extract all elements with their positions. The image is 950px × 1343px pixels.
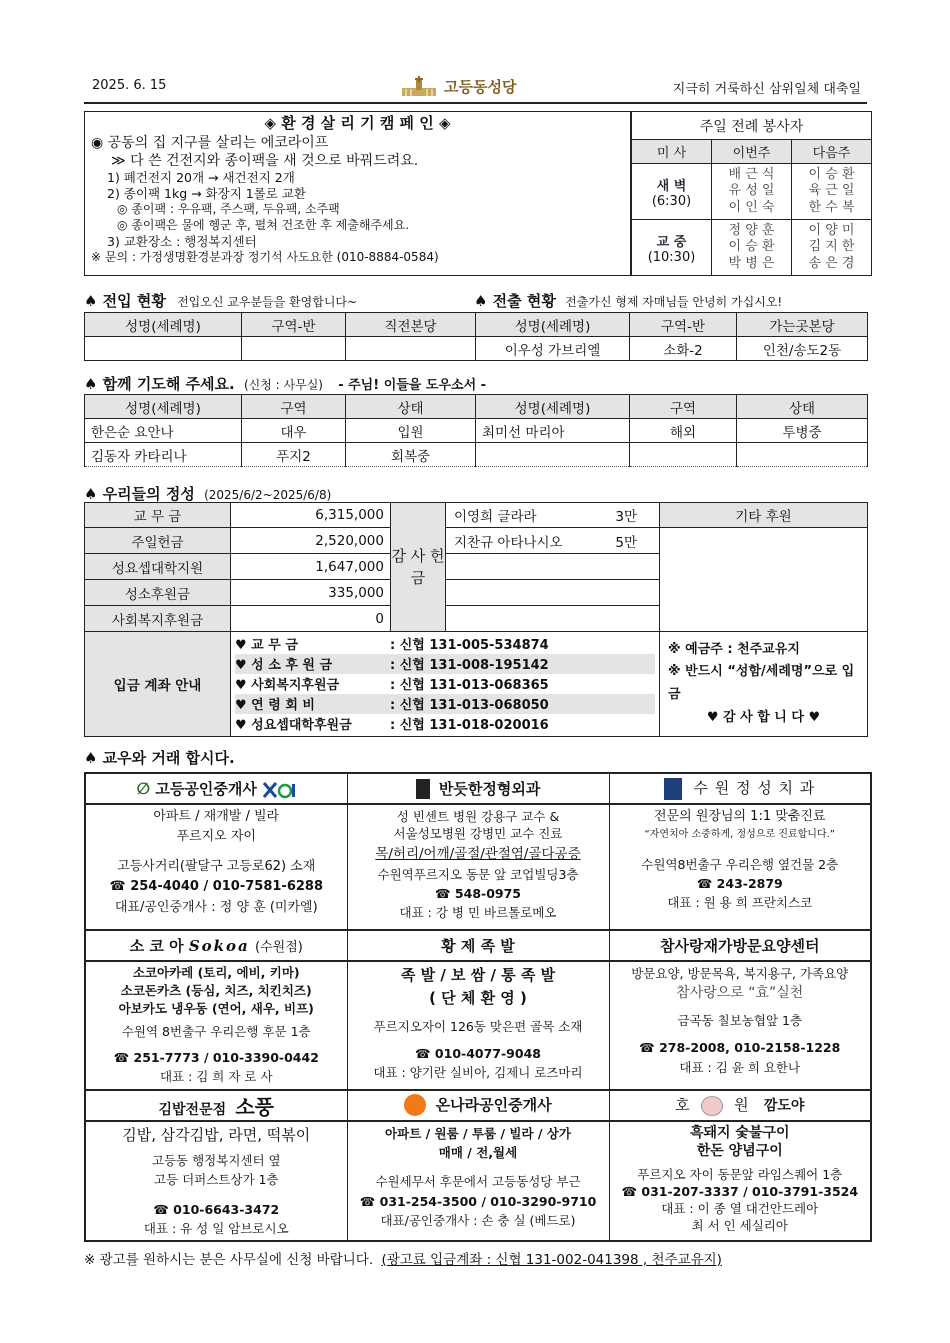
ad-line: 수원역8번출구 우리은행 옆건물 2층 bbox=[641, 856, 839, 872]
header bbox=[84, 74, 867, 104]
ad-line: 매매 / 전,월세 bbox=[438, 1144, 518, 1160]
campaign-line: 2) 종이팩 1kg → 화장지 1롤로 교환 bbox=[107, 186, 306, 202]
account-name: ♥ 사회복지후원금 bbox=[235, 678, 340, 693]
ad-name: 소 코 아 bbox=[129, 937, 184, 955]
server-name: 이 승 환 bbox=[728, 239, 775, 255]
campaign-line: 1) 폐건전지 20개 → 새건전지 2개 bbox=[107, 169, 295, 185]
campaign-line: 3) 교환장소 : 행정복지센터 bbox=[107, 233, 257, 249]
ad-branch: (수원점) bbox=[255, 940, 303, 955]
ad-name: 김밥전문점 bbox=[158, 1101, 227, 1118]
account-name: ♥ 연 령 회 비 bbox=[235, 698, 315, 713]
transfer-in-heading bbox=[84, 290, 357, 311]
ad-phone: ☎ 254-4040 / 010-7581-6288 bbox=[109, 879, 324, 895]
servers-row bbox=[632, 220, 872, 276]
ad-header bbox=[609, 930, 871, 961]
offering-title: ♠ 우리들의 정성 bbox=[84, 485, 195, 503]
server-name: 이 양 미 bbox=[808, 223, 855, 239]
ad-owner: 대표 : 김 희 자 로 사 bbox=[159, 1069, 273, 1085]
ad-line: 푸르지오자이 126동 맞은편 골목 소재 bbox=[373, 1018, 583, 1034]
servers-title: 주일 전례 봉사자 bbox=[632, 112, 872, 140]
col-header: 구역 bbox=[630, 395, 737, 419]
ad-name-mid: 원 bbox=[734, 1096, 749, 1115]
ad-line: 한돈 양념구이 bbox=[696, 1143, 783, 1160]
server-name: 한 수 복 bbox=[808, 199, 855, 215]
account-name: ♥ 교 무 금 bbox=[235, 638, 298, 653]
ad-phone: ☎ 010-6643-3472 bbox=[153, 1201, 280, 1217]
ad-owner: 대표 : 강 병 민 바르톨로메오 bbox=[399, 905, 557, 921]
feast-name: 지극히 거룩하신 삼위일체 대축일 bbox=[672, 82, 861, 97]
ad-phone: ☎ 548-0975 bbox=[435, 886, 521, 902]
ad-name-logo: 깜도야 bbox=[763, 1098, 805, 1115]
ad-name: 온나라공인중개사 bbox=[435, 1095, 552, 1114]
ad-line: 김밥, 삼각김밥, 라면, 떡볶이 bbox=[122, 1125, 311, 1144]
servers-table bbox=[631, 111, 872, 276]
ad-name-logo: 소풍 bbox=[235, 1094, 274, 1119]
ad-line: 아파트 / 재개발 / 빌라 bbox=[153, 809, 280, 824]
dental-logo-icon bbox=[664, 778, 682, 800]
ad-line: 서울성모병원 강병민 교수 진료 bbox=[393, 826, 563, 842]
col-header: 구역 bbox=[242, 395, 346, 419]
table-cell: 투병중 bbox=[737, 419, 868, 443]
col-header: 구역-반 bbox=[242, 313, 346, 337]
server-name: 김 지 한 bbox=[808, 239, 855, 255]
thanks-name: 이영희 글라라 bbox=[454, 509, 537, 525]
account-number: : 신협 131-018-020016 bbox=[390, 718, 549, 733]
offering-label: 교 무 금 bbox=[85, 503, 231, 528]
offering-value: 1,647,000 bbox=[231, 554, 391, 580]
ad-name: 수 원 정 성 치 과 bbox=[693, 779, 816, 798]
account-label: 입금 계좌 안내 bbox=[85, 632, 231, 737]
leaf-icon: ∅ bbox=[136, 779, 151, 798]
offering-period: (2025/6/2~2025/6/8) bbox=[204, 488, 332, 502]
thanks-row bbox=[446, 528, 660, 554]
ad-name: 호 bbox=[675, 1096, 690, 1115]
thanks-amount: 3만 bbox=[615, 509, 637, 525]
ad-line: 고등사거리(팔달구 고등로62) 소재 bbox=[117, 859, 316, 875]
campaign-line: ◉ 공동의 집 지구를 살리는 에코라이프 bbox=[91, 134, 329, 151]
col-header: 성명(세례명) bbox=[476, 395, 630, 419]
ad-body bbox=[85, 1121, 347, 1242]
ad-line: 금곡동 칠보농협앞 1층 bbox=[677, 1013, 803, 1029]
col-header: 상태 bbox=[737, 395, 868, 419]
account-number: : 신협 131-013-068050 bbox=[390, 698, 549, 713]
table-cell: 김동자 카타리나 bbox=[85, 443, 242, 467]
ad-name: 참사랑재가방문요양센터 bbox=[660, 937, 820, 955]
ad-line: 전문의 원장님의 1:1 맞춤진료 bbox=[654, 809, 826, 824]
offering-label: 주일헌금 bbox=[85, 528, 231, 554]
col-header: 상태 bbox=[346, 395, 476, 419]
offering-label: 성소후원금 bbox=[85, 580, 231, 606]
col-header: 구역-반 bbox=[630, 313, 737, 337]
ad-phone: ☎ 278-2008, 010-2158-1228 bbox=[639, 1040, 841, 1056]
clinic-logo-icon bbox=[416, 779, 430, 799]
prayer-title: ♠ 함께 기도해 주세요. bbox=[84, 375, 235, 393]
table-cell: 푸지2 bbox=[242, 443, 346, 467]
ad-owner: 최 서 인 세실리아 bbox=[691, 1217, 788, 1233]
table-cell: 소화-2 bbox=[630, 337, 737, 361]
table-cell: 회복중 bbox=[346, 443, 476, 467]
account-row bbox=[235, 674, 655, 694]
transfer-out-title: ♠ 전출 현황 bbox=[474, 292, 556, 310]
ad-header bbox=[85, 773, 347, 804]
campaign-box bbox=[84, 111, 631, 276]
offering-table bbox=[84, 502, 868, 737]
account-note: ※ 예금주 : 천주교유지 bbox=[668, 641, 800, 657]
ad-line: 아파트 / 원룸 / 투룸 / 빌라 / 상가 bbox=[385, 1125, 571, 1141]
ad-line: 푸르지오 자이 동문앞 라임스퀘어 1층 bbox=[637, 1167, 843, 1183]
table-row bbox=[85, 337, 868, 361]
ad-name-latin: Sokoa bbox=[188, 937, 250, 955]
table-cell: 대우 bbox=[242, 419, 346, 443]
ad-line: 고등 더퍼스트상가 1층 bbox=[153, 1172, 279, 1188]
ads-footer-account: (광고료 입금계좌 : 신협 131-002-041398 , 천주교유지) bbox=[381, 1252, 722, 1268]
offering-label: 성요셉대학지원 bbox=[85, 554, 231, 580]
offering-value: 2,520,000 bbox=[231, 528, 391, 554]
ad-line: 소코아카레 (토리, 에비, 키마) bbox=[132, 965, 300, 980]
offering-value: 0 bbox=[231, 606, 391, 632]
ad-line: 수원역 8번출구 우리은행 후문 1층 bbox=[121, 1024, 311, 1040]
ad-body bbox=[347, 1121, 609, 1242]
ad-line: 푸르지오 자이 bbox=[176, 829, 256, 845]
campaign-line: ≫ 다 쓴 건전지와 종이팩을 새 것으로 바꿔드려요. bbox=[111, 152, 419, 169]
ad-owner: 대표/공인중개사 : 정 양 훈 (미카엘) bbox=[114, 899, 318, 915]
table-cell: 인천/송도2동 bbox=[737, 337, 868, 361]
ad-header bbox=[85, 930, 347, 961]
sun-logo-icon bbox=[404, 1094, 426, 1116]
transfer-out-sub: 전출가신 형제 자매님들 안녕히 가십시오! bbox=[565, 295, 783, 309]
ad-owner: 대표 : 양기란 실비아, 김제니 로즈마리 bbox=[373, 1065, 583, 1081]
prayer-sub: (신청 : 사무실) bbox=[243, 378, 323, 392]
parish-name: 고등동성당 bbox=[444, 78, 517, 96]
ads-table bbox=[84, 772, 872, 1242]
bulletin-date: 2025. 6. 15 bbox=[92, 78, 167, 93]
mass-time: (10:30) bbox=[647, 249, 696, 265]
col-this-week: 이번주 bbox=[712, 140, 792, 164]
ad-header bbox=[85, 1090, 347, 1121]
offering-heading bbox=[84, 483, 331, 504]
server-name: 정 양 훈 bbox=[728, 223, 775, 239]
transfer-table bbox=[84, 312, 868, 361]
ad-header bbox=[609, 773, 871, 804]
ad-body bbox=[347, 804, 609, 930]
ads-heading: ♠ 교우와 거래 합시다. bbox=[84, 749, 235, 767]
ad-line: ( 단 체 환 영 ) bbox=[429, 989, 527, 1008]
thanks-label: 감 사 헌 금 bbox=[391, 503, 446, 632]
col-header: 직전본당 bbox=[346, 313, 476, 337]
transfer-in-title: ♠ 전입 현황 bbox=[84, 292, 166, 310]
ad-line: “자연치아 소중하게, 정성으로 진료합니다.” bbox=[644, 829, 835, 841]
ad-body bbox=[85, 961, 347, 1090]
ad-body bbox=[609, 961, 871, 1090]
thanks-amount: 5만 bbox=[615, 534, 637, 551]
ad-line: 방문요양, 방문목욕, 복지용구, 가족요양 bbox=[631, 966, 849, 981]
ad-header bbox=[609, 1090, 871, 1121]
ad-owner: 대표 : 유 성 일 암브로시오 bbox=[143, 1220, 289, 1236]
ad-line: 흑돼지 숯불구이 bbox=[689, 1124, 790, 1141]
thanks-name: 지찬규 아타나시오 bbox=[454, 534, 563, 551]
ad-phone: ☎ 251-7773 / 010-3390-0442 bbox=[113, 1049, 319, 1065]
pig-icon bbox=[701, 1096, 723, 1116]
ad-body bbox=[347, 961, 609, 1090]
account-number: : 신협 131-005-534874 bbox=[390, 638, 549, 653]
campaign-contact: ※ 문의 : 가정생명환경분과장 정기석 사도요한 (010-8884-0584) bbox=[91, 249, 439, 264]
ad-line: 고등동 행정복지센터 옆 bbox=[151, 1152, 281, 1168]
offering-value: 6,315,000 bbox=[231, 503, 391, 528]
ad-phone: ☎ 243-2879 bbox=[696, 876, 783, 892]
account-row bbox=[235, 654, 655, 674]
ad-line: 소코돈카츠 (등심, 치즈, 치킨치즈) bbox=[120, 983, 312, 999]
ad-phone: ☎ 010-4077-9048 bbox=[415, 1045, 541, 1061]
col-mass: 미 사 bbox=[632, 140, 712, 164]
server-name: 육 근 일 bbox=[808, 183, 855, 199]
account-row bbox=[235, 694, 655, 714]
ads-footer-text: ※ 광고를 원하시는 분은 사무실에 신청 바랍니다. bbox=[84, 1252, 374, 1268]
ad-line: 참사랑으로 “효”실천 bbox=[676, 985, 804, 1002]
ad-line: 수원역푸르지오 동문 앞 코업빌딩3층 bbox=[377, 866, 579, 882]
table-cell: 이우성 가브리엘 bbox=[476, 337, 630, 361]
mass-time: (6:30) bbox=[651, 193, 692, 209]
col-header: 성명(세례명) bbox=[476, 313, 630, 337]
server-name: 유 성 일 bbox=[728, 183, 775, 199]
server-name: 이 승 환 bbox=[808, 167, 855, 183]
account-row bbox=[235, 634, 655, 654]
mass-name: 교 중 bbox=[656, 234, 687, 250]
col-header: 가는곳본당 bbox=[737, 313, 868, 337]
ad-body bbox=[85, 804, 347, 930]
ads-footer bbox=[84, 1248, 722, 1268]
ad-body bbox=[609, 804, 871, 930]
ad-owner: 대표 : 이 종 열 대건안드레아 bbox=[661, 1201, 819, 1217]
server-name: 배 근 식 bbox=[728, 167, 775, 183]
col-next-week: 다음주 bbox=[792, 140, 872, 164]
thanks-note: ♥ 감 사 합 니 다 ♥ bbox=[706, 709, 821, 725]
account-number: : 신협 131-008-195142 bbox=[390, 658, 549, 673]
server-name: 송 은 경 bbox=[808, 255, 855, 271]
table-cell: 한은순 요안나 bbox=[85, 419, 242, 443]
offering-label: 사회복지후원금 bbox=[85, 606, 231, 632]
ad-line: 수원세무서 후문에서 고등동성당 부근 bbox=[375, 1174, 581, 1190]
ad-name: 반듯한정형외과 bbox=[438, 779, 541, 798]
ad-owner: 대표 : 원 용 희 프란치스코 bbox=[667, 895, 813, 911]
ad-line: 아보카도 냉우동 (연어, 새우, 비프) bbox=[118, 1001, 314, 1017]
ad-header bbox=[347, 1090, 609, 1121]
account-name: ♥ 성요셉대학후원금 bbox=[235, 718, 352, 733]
ad-header bbox=[347, 773, 609, 804]
server-name: 박 병 은 bbox=[728, 255, 775, 271]
table-row bbox=[85, 443, 868, 467]
account-name: ♥ 성 소 후 원 금 bbox=[235, 658, 333, 673]
ad-logo bbox=[262, 781, 296, 799]
transfer-in-sub: 전입오신 교우분들을 환영합니다~ bbox=[177, 295, 358, 309]
table-cell: 최미선 마리아 bbox=[476, 419, 630, 443]
ad-line: 족 발 / 보 쌈 / 통 족 발 bbox=[400, 966, 556, 984]
table-cell: 해외 bbox=[630, 419, 737, 443]
server-name: 이 인 숙 bbox=[728, 199, 775, 215]
ad-name: 황 제 족 발 bbox=[441, 937, 515, 955]
thanks-row bbox=[446, 503, 660, 528]
offering-value: 335,000 bbox=[231, 580, 391, 606]
table-cell: 입원 bbox=[346, 419, 476, 443]
etc-label: 기타 후원 bbox=[660, 503, 868, 528]
servers-row bbox=[632, 164, 872, 220]
ad-phone: ☎ 031-254-3500 / 010-3290-9710 bbox=[359, 1193, 597, 1209]
account-number: : 신협 131-013-068365 bbox=[390, 678, 549, 693]
ad-phone: ☎ 031-207-3337 / 010-3791-3524 bbox=[621, 1184, 859, 1200]
table-row bbox=[85, 419, 868, 443]
ad-header bbox=[347, 930, 609, 961]
account-row bbox=[235, 714, 655, 734]
mass-name: 새 벽 bbox=[656, 178, 687, 194]
prayer-heading bbox=[84, 373, 486, 394]
ad-line: 성 빈센트 병원 강용구 교수 & bbox=[396, 809, 560, 824]
church-icon bbox=[400, 76, 438, 102]
campaign-line: ◎ 종이팩 : 우유팩, 주스팩, 두유팩, 소주팩 bbox=[117, 202, 340, 217]
account-note: ※ 반드시 “성함/세례명”으로 입금 bbox=[668, 664, 855, 702]
ad-name: 고등공인중개사 bbox=[155, 780, 257, 798]
col-header: 성명(세례명) bbox=[85, 395, 242, 419]
ad-body bbox=[609, 1121, 871, 1242]
campaign-line: ◎ 종이팩은 물에 헹군 후, 펼쳐 건조한 후 제출해주세요. bbox=[117, 217, 410, 232]
prayer-sub2: - 주님! 이들을 도우소서 - bbox=[338, 378, 487, 393]
ad-owner: 대표 : 김 윤 희 요한나 bbox=[679, 1059, 801, 1075]
campaign-title: ◈ 환 경 살 리 기 캠 페 인 ◈ bbox=[264, 114, 451, 132]
col-header: 성명(세례명) bbox=[85, 313, 242, 337]
ad-line: 목/허리/어깨/골절/관절염/골다공증 bbox=[375, 845, 581, 862]
transfer-out-heading bbox=[474, 290, 782, 311]
ad-owner: 대표/공인중개사 : 손 충 실 (베드로) bbox=[380, 1213, 576, 1228]
prayer-table bbox=[84, 394, 868, 467]
